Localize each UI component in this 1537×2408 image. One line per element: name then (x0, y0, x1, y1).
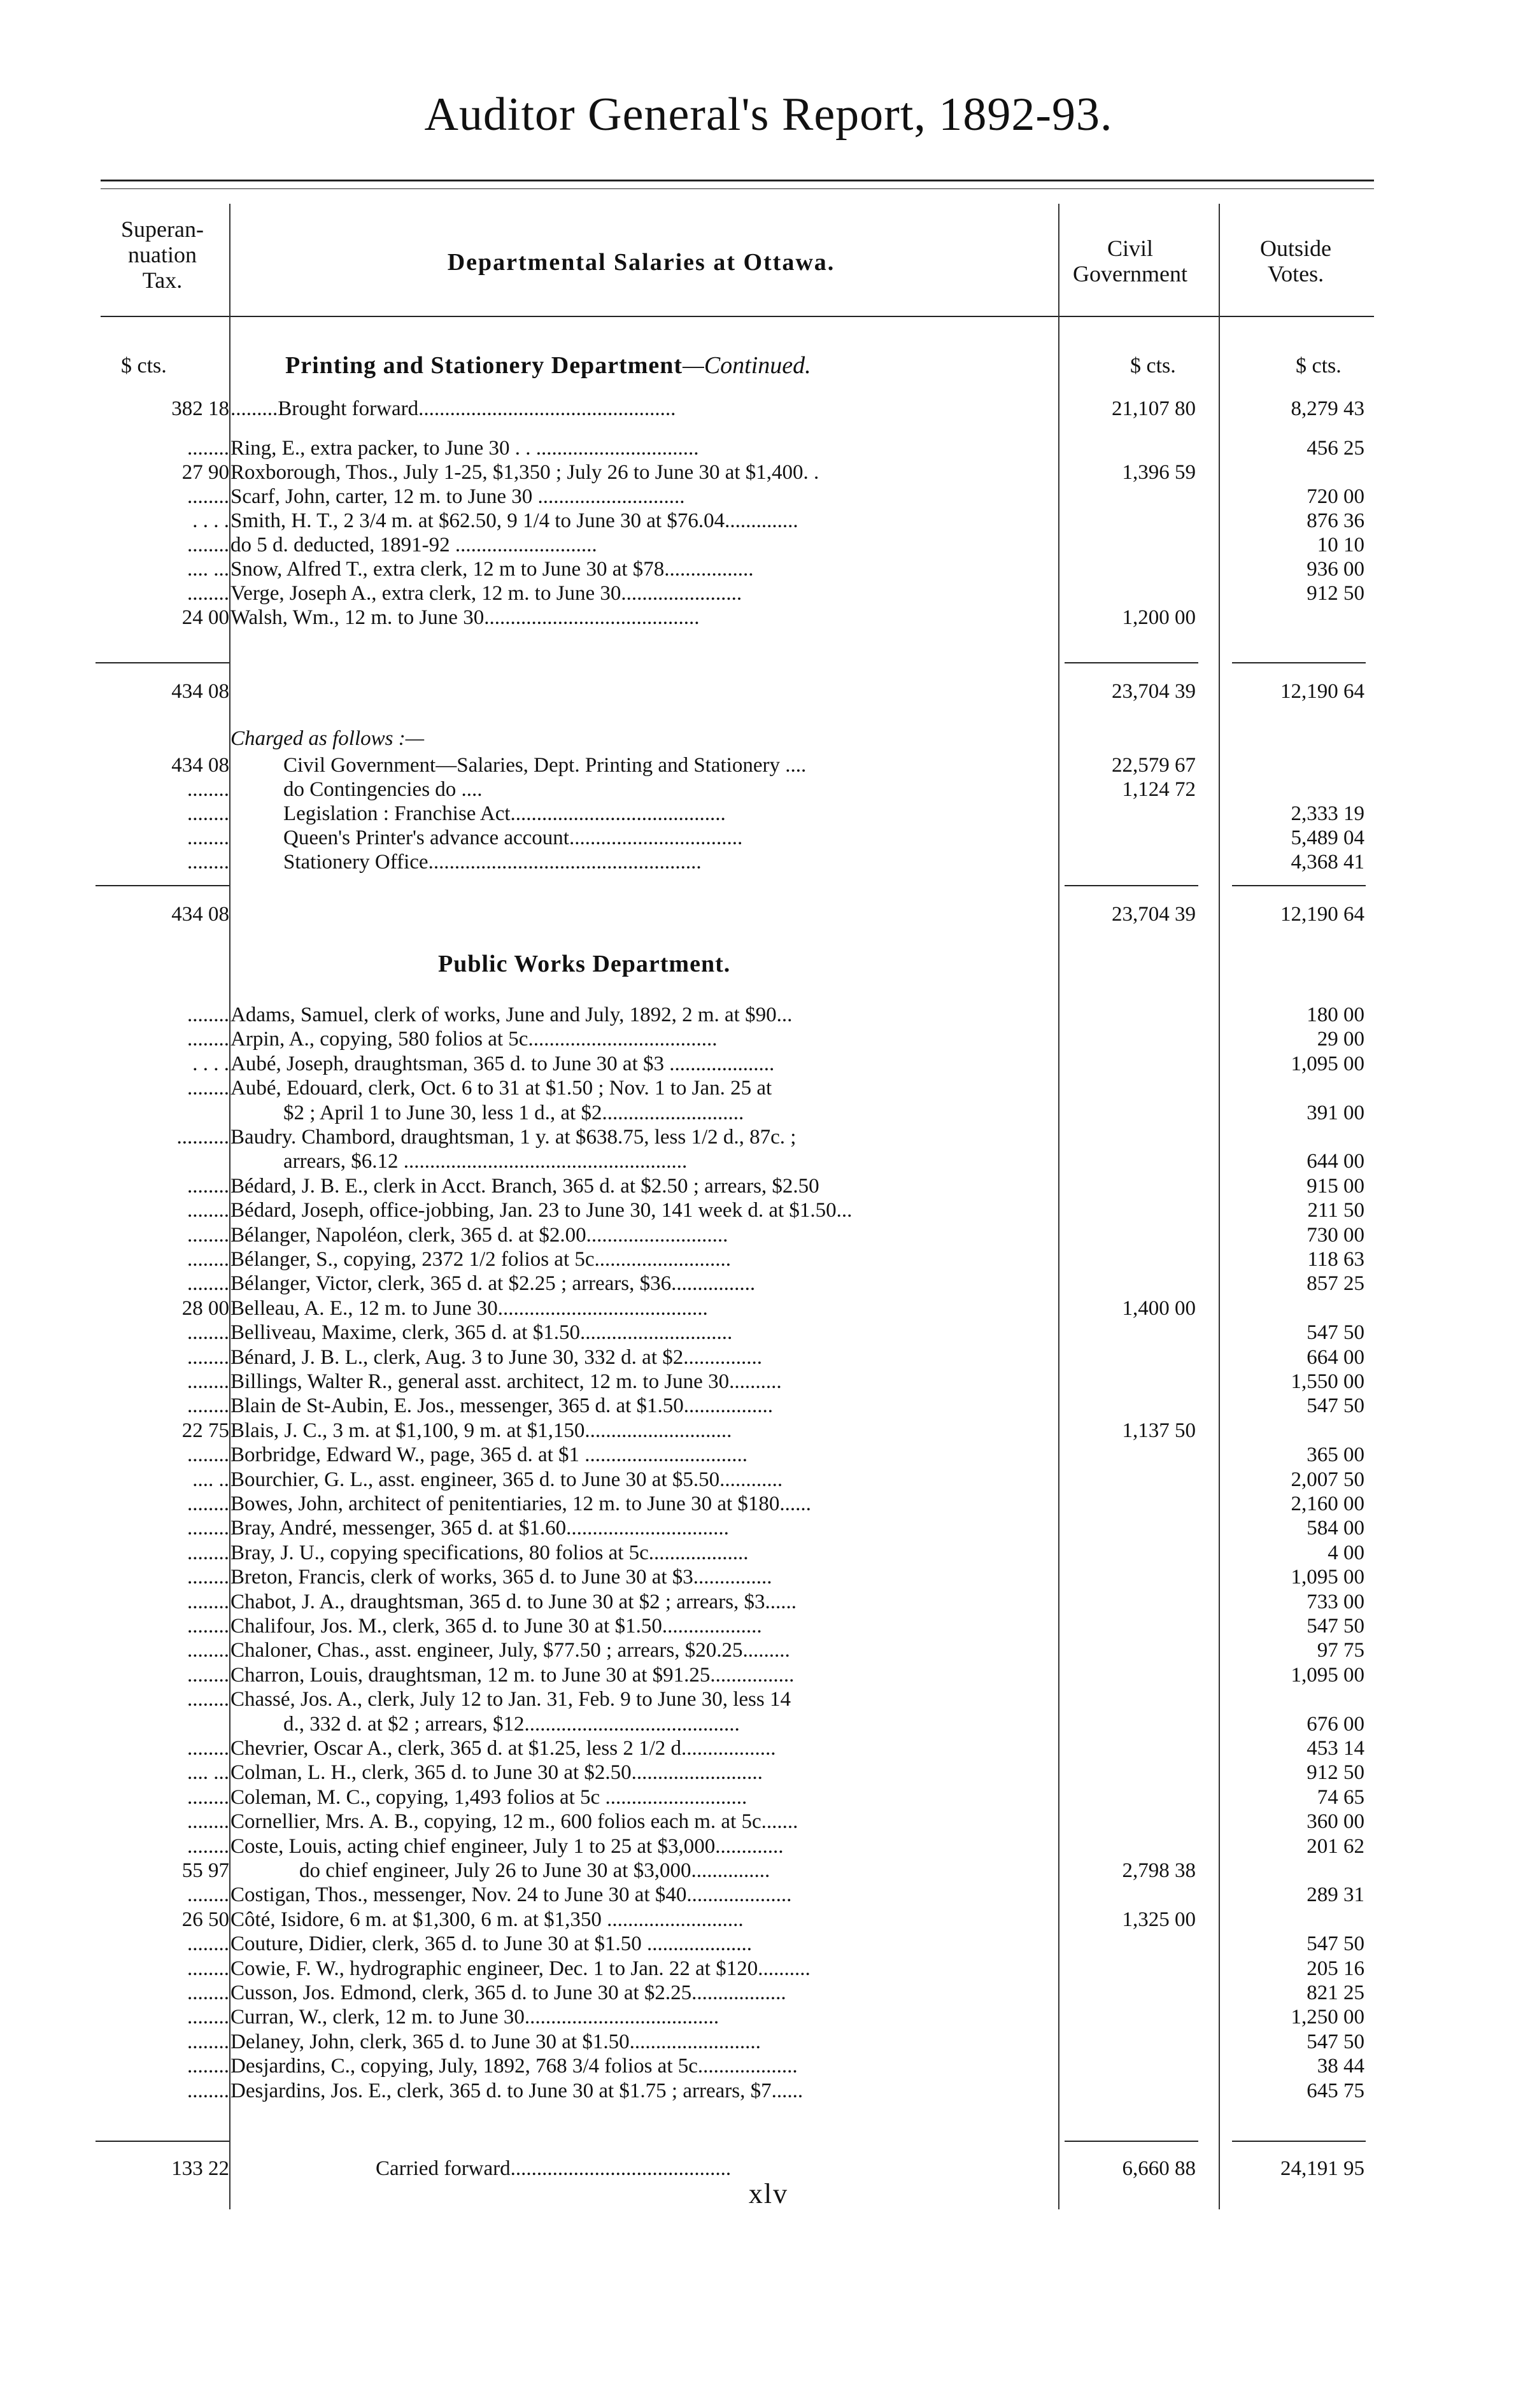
outside-cell: 644 00 (1307, 1150, 1364, 1173)
civil-cell: 1,400 00 (1122, 1296, 1196, 1320)
superannuation-cell: ........ (187, 1394, 229, 1418)
description-cell: Adams, Samuel, clerk of works, June and July, 1892, 2 m. at $90... (230, 1003, 793, 1026)
superannuation-cell: ........ (187, 1199, 229, 1222)
superannuation-cell: ........ (187, 802, 229, 825)
description-cell: Desjardins, Jos. E., clerk, 365 d. to June 30 at $1.75 ; arrears, $7...... (230, 2079, 804, 2102)
civil-cell: 1,396 59 (1122, 461, 1196, 484)
superannuation-cell: .... ... (187, 1761, 229, 1785)
superannuation-cell: . . . . (192, 509, 229, 532)
superannuation-cell: 27 90 (181, 461, 229, 484)
header-bottom-rule (101, 316, 1374, 317)
superannuation-cell: ........ (187, 534, 229, 556)
description-cell: Civil Government—Salaries, Dept. Printing and Stationery .... (283, 754, 807, 777)
table-row (0, 1025, 1537, 1053)
description-cell: Cornellier, Mrs. A. B., copying, 12 m., 600 folios each m. at 5c....... (230, 1810, 798, 1834)
outside-cell: 24,191 95 (1280, 2157, 1364, 2180)
superannuation-cell: ........ (187, 1981, 229, 2004)
description-cell: Bray, J. U., copying specifications, 80 folios at 5c................... (230, 1541, 749, 1564)
table-row (0, 1759, 1537, 1787)
column-header-civil-government: Civil Government (1073, 236, 1187, 287)
description-cell: Roxborough, Thos., July 1-25, $1,350 ; July 26 to June 30 at $1,400. . (230, 461, 819, 484)
civil-cell: 2,798 38 (1122, 1859, 1196, 1882)
outside-cell: 4 00 (1328, 1541, 1364, 1564)
outside-cell: 365 00 (1307, 1443, 1364, 1467)
table-row (0, 1563, 1537, 1591)
table-row (0, 1099, 1537, 1127)
description-cell: Delaney, John, clerk, 365 d. to June 30 at $1.50......................... (230, 2030, 761, 2053)
superannuation-cell: ........ (187, 1003, 229, 1026)
description-cell: Scarf, John, carter, 12 m. to June 30 ............................ (230, 485, 685, 508)
charged-row (0, 848, 1537, 876)
table-row (0, 1196, 1537, 1224)
outside-cell: 2,160 00 (1291, 1492, 1364, 1515)
description-cell: Belliveau, Maxime, clerk, 365 d. at $1.50............................. (230, 1321, 733, 1345)
description-cell: Borbridge, Edward W., page, 365 d. at $1 ............................... (230, 1443, 748, 1467)
civil-cell: 1,325 00 (1122, 1908, 1196, 1931)
superannuation-cell: ........ (187, 778, 229, 801)
description-cell: Couture, Didier, clerk, 365 d. to June 30 at $1.50 .................... (230, 1932, 752, 1956)
superannuation-cell: ........ (187, 1321, 229, 1345)
superannuation-cell: 133 22 (171, 2157, 229, 2180)
description-cell: Cusson, Jos. Edmond, clerk, 365 d. to June 30 at $2.25.................. (230, 1981, 786, 2004)
description-cell: Bray, André, messenger, 365 d. at $1.60............................... (230, 1517, 729, 1540)
table-row (0, 1368, 1537, 1396)
outside-cell: 12,190 64 (1280, 903, 1364, 926)
outside-cell: 821 25 (1307, 1981, 1364, 2004)
description-cell: Bénard, J. B. L., clerk, Aug. 3 to June 30, 332 d. at $2............... (230, 1345, 762, 1369)
table-row (0, 1685, 1537, 1713)
description-cell: Chevrier, Oscar A., clerk, 365 d. at $1.25, less 2 1/2 d.................. (230, 1737, 776, 1760)
outside-cell: 915 00 (1307, 1174, 1364, 1198)
description-cell: Bédard, Joseph, office-jobbing, Jan. 23 to June 30, 141 week d. at $1.50... (230, 1199, 853, 1222)
table-row (0, 1417, 1537, 1445)
superannuation-cell: ........ (187, 1174, 229, 1198)
page-title: Auditor General's Report, 1892-93. (424, 89, 1113, 141)
section-heading: Printing and Stationery Department—Continued. (285, 352, 811, 379)
table-row (0, 2077, 1537, 2105)
superannuation-cell: 382 18 (171, 397, 229, 420)
table-row (0, 1539, 1537, 1567)
table-row (0, 1881, 1537, 1909)
table-row (0, 1636, 1537, 1664)
description-cell: Chassé, Jos. A., clerk, July 12 to Jan. 31, Feb. 9 to June 30, less 14 (230, 1688, 791, 1711)
total-row (0, 677, 1537, 705)
outside-cell: 10 10 (1317, 534, 1364, 556)
units-outside: $ cts. (1296, 354, 1342, 378)
outside-cell: 74 65 (1317, 1785, 1364, 1809)
superannuation-cell: ........ (187, 851, 229, 874)
description-cell: Bowes, John, architect of penitentiaries, 12 m. to June 30 at $180...... (230, 1492, 811, 1515)
outside-cell: 876 36 (1307, 509, 1364, 532)
civil-cell: 23,704 39 (1112, 680, 1196, 703)
table-row (0, 1050, 1537, 1078)
outside-cell: 456 25 (1307, 437, 1364, 460)
civil-cell: 1,200 00 (1122, 606, 1196, 629)
table-row (0, 1074, 1537, 1102)
description-cell: do 5 d. deducted, 1891-92 ........................... (230, 534, 597, 556)
column-header-superannuation: Superan- nuation Tax. (121, 216, 204, 293)
description-cell: Verge, Joseph A., extra clerk, 12 m. to June 30....................... (230, 582, 742, 605)
description-cell: $2 ; April 1 to June 30, less 1 d., at $2........................... (283, 1101, 744, 1124)
superannuation-cell: ........ (187, 1345, 229, 1369)
superannuation-cell: 55 97 (181, 1859, 229, 1882)
top-rule-thin (101, 188, 1374, 189)
sum-rule (96, 885, 229, 886)
superannuation-cell: ........ (187, 2030, 229, 2053)
table-row (0, 395, 1537, 423)
outside-cell: 289 31 (1307, 1883, 1364, 1907)
civil-cell: 6,660 88 (1122, 2157, 1196, 2180)
table-row (0, 1930, 1537, 1958)
superannuation-cell: ........ (187, 1517, 229, 1540)
table-row (0, 1441, 1537, 1469)
outside-cell: 664 00 (1307, 1345, 1364, 1369)
description-cell: Charron, Louis, draughtsman, 12 m. to June 30 at $91.25................ (230, 1663, 795, 1687)
description-cell: Belleau, A. E., 12 m. to June 30........................................ (230, 1296, 708, 1320)
superannuation-cell: 24 00 (181, 606, 229, 629)
sum-rule (1065, 885, 1198, 886)
outside-cell: 584 00 (1307, 1517, 1364, 1540)
table-row (0, 1710, 1537, 1738)
superannuation-cell: ........ (187, 1541, 229, 1564)
outside-cell: 97 75 (1317, 1639, 1364, 1662)
table-row (0, 1319, 1537, 1347)
description-cell: Desjardins, C., copying, July, 1892, 768 3/4 folios at 5c................... (230, 2055, 798, 2078)
superannuation-cell: ........ (187, 1223, 229, 1247)
table-row (0, 1906, 1537, 1934)
outside-cell: 2,007 50 (1291, 1468, 1364, 1491)
outside-cell: 720 00 (1307, 485, 1364, 508)
superannuation-cell: ........ (187, 1248, 229, 1271)
description-cell: Walsh, Wm., 12 m. to June 30......................................... (230, 606, 700, 629)
superannuation-cell: ........ (187, 1785, 229, 1809)
outside-cell: 205 16 (1307, 1957, 1364, 1980)
description-cell: Bélanger, Victor, clerk, 365 d. at $2.25 ; arrears, $36................ (230, 1272, 756, 1296)
outside-cell: 8,279 43 (1291, 397, 1364, 420)
table-row (0, 1147, 1537, 1175)
civil-cell: 21,107 80 (1112, 397, 1196, 420)
description-cell: Baudry. Chambord, draughtsman, 1 y. at $638.75, less 1/2 d., 87c. ; (230, 1126, 797, 1149)
superannuation-cell: ........ (187, 1639, 229, 1662)
outside-cell: 2,333 19 (1291, 802, 1364, 825)
table-row (0, 1514, 1537, 1542)
outside-cell: 547 50 (1307, 1321, 1364, 1345)
sum-rule (1065, 2141, 1198, 2142)
description-cell: Cowie, F. W., hydrographic engineer, Dec. 1 to Jan. 22 at $120.......... (230, 1957, 811, 1980)
table-row (0, 1857, 1537, 1885)
outside-cell: 29 00 (1317, 1028, 1364, 1051)
description-cell: Côté, Isidore, 6 m. at $1,300, 6 m. at $1,350 .......................... (230, 1908, 744, 1931)
superannuation-cell: ........ (187, 1883, 229, 1907)
superannuation-cell: ........ (187, 1957, 229, 1980)
superannuation-cell: 434 08 (171, 680, 229, 703)
sum-rule (1232, 662, 1366, 663)
table-row (0, 1734, 1537, 1762)
units-superannuation: $ cts. (121, 354, 167, 378)
description-cell: do chief engineer, July 26 to June 30 at $3,000............... (299, 1859, 770, 1882)
description-cell: Bédard, J. B. E., clerk in Acct. Branch, 365 d. at $2.50 ; arrears, $2.50 (230, 1174, 819, 1198)
description-cell: Billings, Walter R., general asst. architect, 12 m. to June 30.......... (230, 1370, 782, 1393)
outside-cell: 645 75 (1307, 2079, 1364, 2102)
table-row (0, 1955, 1537, 1983)
superannuation-cell: ........ (187, 485, 229, 508)
superannuation-cell: ........ (187, 1272, 229, 1296)
description-cell: Ring, E., extra packer, to June 30 . . ............................... (230, 437, 699, 460)
civil-cell: 23,704 39 (1112, 903, 1196, 926)
outside-cell: 547 50 (1307, 2030, 1364, 2053)
outside-cell: 1,095 00 (1291, 1566, 1364, 1589)
outside-cell: 5,489 04 (1291, 826, 1364, 849)
outside-cell: 1,550 00 (1291, 1370, 1364, 1393)
outside-cell: 180 00 (1307, 1003, 1364, 1026)
description-cell: Coste, Louis, acting chief engineer, July 1 to 25 at $3,000............. (230, 1834, 784, 1858)
sum-rule (96, 2141, 229, 2142)
outside-cell: 857 25 (1307, 1272, 1364, 1296)
description-cell: Costigan, Thos., messenger, Nov. 24 to June 30 at $40.................... (230, 1883, 792, 1907)
description-cell: Bourchier, G. L., asst. engineer, 365 d. to June 30 at $5.50............ (230, 1468, 783, 1491)
outside-cell: 391 00 (1307, 1101, 1364, 1124)
description-cell: arrears, $6.12 ...................................................... (283, 1150, 688, 1173)
sum-rule (1232, 885, 1366, 886)
civil-cell: 1,137 50 (1122, 1419, 1196, 1442)
superannuation-cell: . . . . (192, 1052, 229, 1075)
superannuation-cell: .......... (176, 1126, 229, 1149)
superannuation-cell: 26 50 (181, 1908, 229, 1931)
superannuation-cell: ........ (187, 1810, 229, 1834)
top-rule (101, 180, 1374, 181)
table-row (0, 1343, 1537, 1371)
superannuation-cell: ........ (187, 1077, 229, 1100)
superannuation-cell: ........ (187, 1737, 229, 1760)
table-row (0, 1783, 1537, 1811)
description-cell: .........Brought forward................................................. (230, 397, 676, 420)
civil-cell: 22,579 67 (1112, 754, 1196, 777)
outside-cell: 4,368 41 (1291, 851, 1364, 874)
outside-cell: 676 00 (1307, 1712, 1364, 1736)
column-header-outside-votes: Outside Votes. (1260, 236, 1331, 287)
description-cell: Blais, J. C., 3 m. at $1,100, 9 m. at $1,150............................ (230, 1419, 732, 1442)
superannuation-cell: ........ (187, 1834, 229, 1858)
sum-rule (96, 662, 229, 663)
table-row (0, 1123, 1537, 1151)
table-row (0, 1270, 1537, 1298)
outside-cell: 1,095 00 (1291, 1663, 1364, 1687)
description-cell: Chabot, J. A., draughtsman, 365 d. to June 30 at $2 ; arrears, $3...... (230, 1590, 797, 1613)
superannuation-cell: ........ (187, 2079, 229, 2102)
total-row (0, 900, 1537, 928)
superannuation-cell: ........ (187, 1028, 229, 1051)
table-row (0, 2003, 1537, 2031)
page-number: xlv (748, 2178, 789, 2209)
table-row (0, 1612, 1537, 1640)
description-cell: Blain de St-Aubin, E. Jos., messenger, 365 d. at $1.50................. (230, 1394, 774, 1418)
description-cell: Coleman, M. C., copying, 1,493 folios at 5c ........................... (230, 1785, 747, 1809)
description-cell: Bélanger, S., copying, 2372 1/2 folios at 5c.......................... (230, 1248, 732, 1271)
outside-cell: 12,190 64 (1280, 680, 1364, 703)
outside-cell: 547 50 (1307, 1615, 1364, 1638)
table-row (0, 2028, 1537, 2056)
column-header-description: Departmental Salaries at Ottawa. (447, 249, 835, 276)
table-row (0, 1490, 1537, 1518)
sum-rule (1065, 662, 1198, 663)
description-cell: Aubé, Edouard, clerk, Oct. 6 to 31 at $1.50 ; Nov. 1 to Jan. 25 at (230, 1077, 772, 1100)
outside-cell: 912 50 (1307, 1761, 1364, 1785)
description-cell: Arpin, A., copying, 580 folios at 5c.................................... (230, 1028, 718, 1051)
superannuation-cell: ........ (187, 1663, 229, 1687)
superannuation-cell: ........ (187, 1590, 229, 1613)
superannuation-cell: ........ (187, 1932, 229, 1956)
superannuation-cell: ........ (187, 582, 229, 605)
description-cell: Smith, H. T., 2 3/4 m. at $62.50, 9 1/4 to June 30 at $76.04.............. (230, 509, 798, 532)
superannuation-cell: ........ (187, 1566, 229, 1589)
table-row (0, 1466, 1537, 1494)
outside-cell: 201 62 (1307, 1834, 1364, 1858)
superannuation-cell: ........ (187, 1370, 229, 1393)
description-cell: Chaloner, Chas., asst. engineer, July, $77.50 ; arrears, $20.25......... (230, 1639, 790, 1662)
superannuation-cell: .... .. (192, 1468, 229, 1491)
outside-cell: 730 00 (1307, 1223, 1364, 1247)
superannuation-cell: ........ (187, 2006, 229, 2029)
charged-label: Charged as follows :— (230, 727, 425, 750)
superannuation-cell: 22 75 (181, 1419, 229, 1442)
outside-cell: 1,095 00 (1291, 1052, 1364, 1075)
superannuation-cell: ........ (187, 1688, 229, 1711)
table-row (0, 1392, 1537, 1420)
table-row (0, 1172, 1537, 1200)
description-cell: Carried forward.......................................... (376, 2157, 732, 2180)
description-cell: Colman, L. H., clerk, 365 d. to June 30 at $2.50......................... (230, 1761, 763, 1785)
outside-cell: 453 14 (1307, 1737, 1364, 1760)
superannuation-cell: 434 08 (171, 903, 229, 926)
superannuation-cell: 28 00 (181, 1296, 229, 1320)
superannuation-cell: ........ (187, 2055, 229, 2078)
description-cell: Queen's Printer's advance account................................. (283, 826, 743, 849)
superannuation-cell: ........ (187, 1492, 229, 1515)
description-cell: d., 332 d. at $2 ; arrears, $12......................................... (283, 1712, 740, 1736)
superannuation-cell: ........ (187, 826, 229, 849)
outside-cell: 38 44 (1317, 2055, 1364, 2078)
superannuation-cell: ........ (187, 1615, 229, 1638)
table-row (0, 604, 1537, 632)
superannuation-cell: ........ (187, 1443, 229, 1467)
description-cell: Legislation : Franchise Act......................................... (283, 802, 726, 825)
table-row (0, 1294, 1537, 1322)
table-row (0, 1245, 1537, 1273)
table-row (0, 2052, 1537, 2080)
table-row (0, 1661, 1537, 1689)
description-cell: do Contingencies do .... (283, 778, 483, 801)
superannuation-cell: 434 08 (171, 754, 229, 777)
description-cell: Aubé, Joseph, draughtsman, 365 d. to June 30 at $3 .................... (230, 1052, 775, 1075)
table-row (0, 1808, 1537, 1836)
description-cell: Snow, Alfred T., extra clerk, 12 m to June 30 at $78................. (230, 558, 754, 581)
table-row (0, 1001, 1537, 1029)
sum-rule (1232, 2141, 1366, 2142)
superannuation-cell: .... ... (187, 558, 229, 581)
civil-cell: 1,124 72 (1122, 778, 1196, 801)
table-row (0, 1979, 1537, 2007)
description-cell: Chalifour, Jos. M., clerk, 365 d. to June 30 at $1.50................... (230, 1615, 762, 1638)
outside-cell: 118 63 (1307, 1248, 1364, 1271)
table-row (0, 1832, 1537, 1860)
table-row (0, 1221, 1537, 1249)
section-heading: Public Works Department. (438, 951, 731, 977)
outside-cell: 1,250 00 (1291, 2006, 1364, 2029)
outside-cell: 360 00 (1307, 1810, 1364, 1834)
outside-cell: 211 50 (1307, 1199, 1364, 1222)
outside-cell: 547 50 (1307, 1394, 1364, 1418)
outside-cell: 547 50 (1307, 1932, 1364, 1956)
outside-cell: 912 50 (1307, 582, 1364, 605)
units-civil: $ cts. (1130, 354, 1176, 378)
outside-cell: 733 00 (1307, 1590, 1364, 1613)
superannuation-cell: ........ (187, 437, 229, 460)
table-row (0, 1588, 1537, 1616)
description-cell: Bélanger, Napoléon, clerk, 365 d. at $2.00........................... (230, 1223, 728, 1247)
description-cell: Breton, Francis, clerk of works, 365 d. to June 30 at $3............... (230, 1566, 772, 1589)
description-cell: Curran, W., clerk, 12 m. to June 30..................................... (230, 2006, 719, 2029)
outside-cell: 936 00 (1307, 558, 1364, 581)
description-cell: Stationery Office.................................................... (283, 851, 702, 874)
